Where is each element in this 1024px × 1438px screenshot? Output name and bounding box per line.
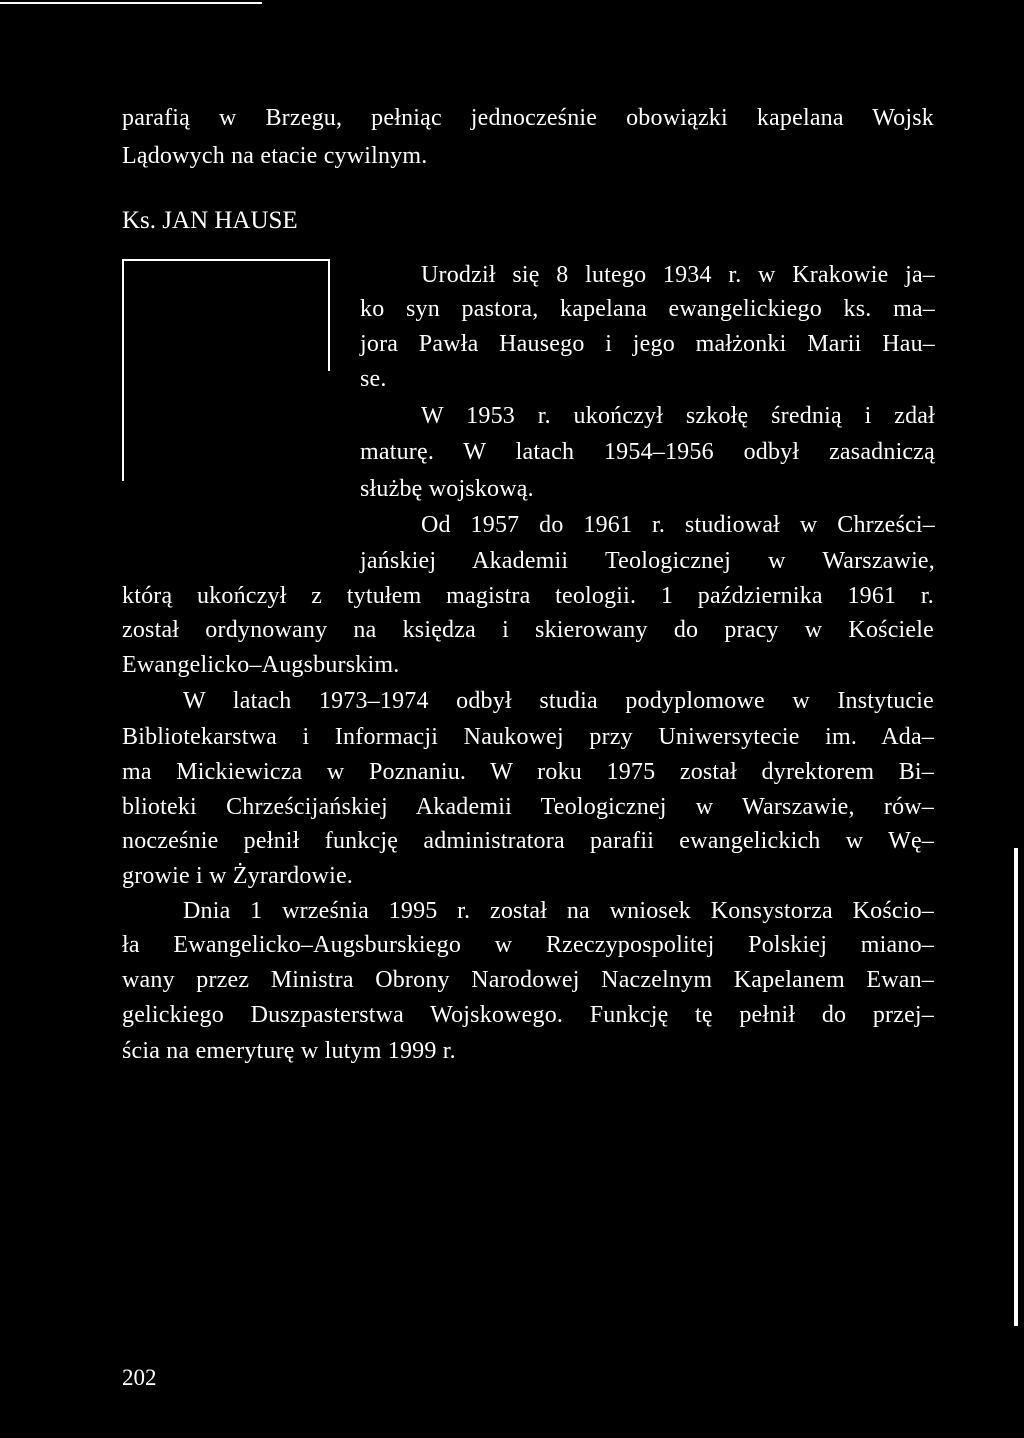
intro-line: parafią w Brzegu, pełniąc jednocześnie obowiązki kapelana Wojsk bbox=[122, 105, 934, 131]
wrapped-line: Od 1957 do 1961 r. studiował w Chrześci– bbox=[421, 512, 935, 538]
top-border-rule bbox=[0, 2, 262, 4]
body-line: gelickiego Duszpasterstwa Wojskowego. Funkcję tę pełnił do przej– bbox=[122, 1002, 934, 1028]
body-line: ścia na emeryturę w lutym 1999 r. bbox=[122, 1038, 456, 1064]
body-line: ma Mickiewicza w Poznaniu. W roku 1975 został dyrektorem Bi– bbox=[122, 759, 934, 785]
wrapped-line: se. bbox=[360, 366, 387, 392]
body-line: Bibliotekarstwa i Informacji Naukowej przy Uniwersytecie im. Ada– bbox=[122, 724, 934, 750]
page-number: 202 bbox=[122, 1365, 157, 1390]
body-line: którą ukończył z tytułem magistra teologii. 1 października 1961 r. bbox=[122, 583, 934, 609]
right-edge-mark bbox=[1014, 848, 1018, 1326]
wrapped-line: Urodził się 8 lutego 1934 r. w Krakowie ja– bbox=[421, 262, 935, 288]
wrapped-line: jańskiej Akademii Teologicznej w Warszawie, bbox=[360, 548, 935, 574]
body-line: blioteki Chrześcijańskiej Akademii Teologicznej w Warszawie, rów– bbox=[122, 794, 934, 820]
photo-placeholder-frame bbox=[122, 259, 330, 481]
body-line: wany przez Ministra Obrony Narodowej Naczelnym Kapelanem Ewan– bbox=[122, 967, 934, 993]
wrapped-line: maturę. W latach 1954–1956 odbył zasadniczą bbox=[360, 439, 935, 465]
wrapped-line: W 1953 r. ukończył szkołę średnią i zdał bbox=[421, 403, 935, 429]
entry-heading: Ks. JAN HAUSE bbox=[122, 207, 298, 234]
body-line: Dnia 1 września 1995 r. został na wniosek Konsystorza Kościo– bbox=[183, 898, 934, 924]
intro-line: Lądowych na etacie cywilnym. bbox=[122, 143, 428, 169]
body-line: został ordynowany na księdza i skierowany do pracy w Kościele bbox=[122, 617, 934, 643]
wrapped-line: służbę wojskową. bbox=[360, 476, 534, 502]
body-line: growie i w Żyrardowie. bbox=[122, 863, 353, 889]
wrapped-line: jora Pawła Hausego i jego małżonki Marii Hau– bbox=[360, 331, 935, 357]
body-line: Ewangelicko–Augsburskim. bbox=[122, 652, 400, 678]
body-line: W latach 1973–1974 odbył studia podyplomowe w Instytucie bbox=[183, 688, 934, 714]
body-line: nocześnie pełnił funkcję administratora parafii ewangelickich w Wę– bbox=[122, 828, 934, 854]
body-line: ła Ewangelicko–Augsburskiego w Rzeczypospolitej Polskiej miano– bbox=[122, 932, 934, 958]
wrapped-line: ko syn pastora, kapelana ewangelickiego ks. ma– bbox=[360, 296, 935, 322]
